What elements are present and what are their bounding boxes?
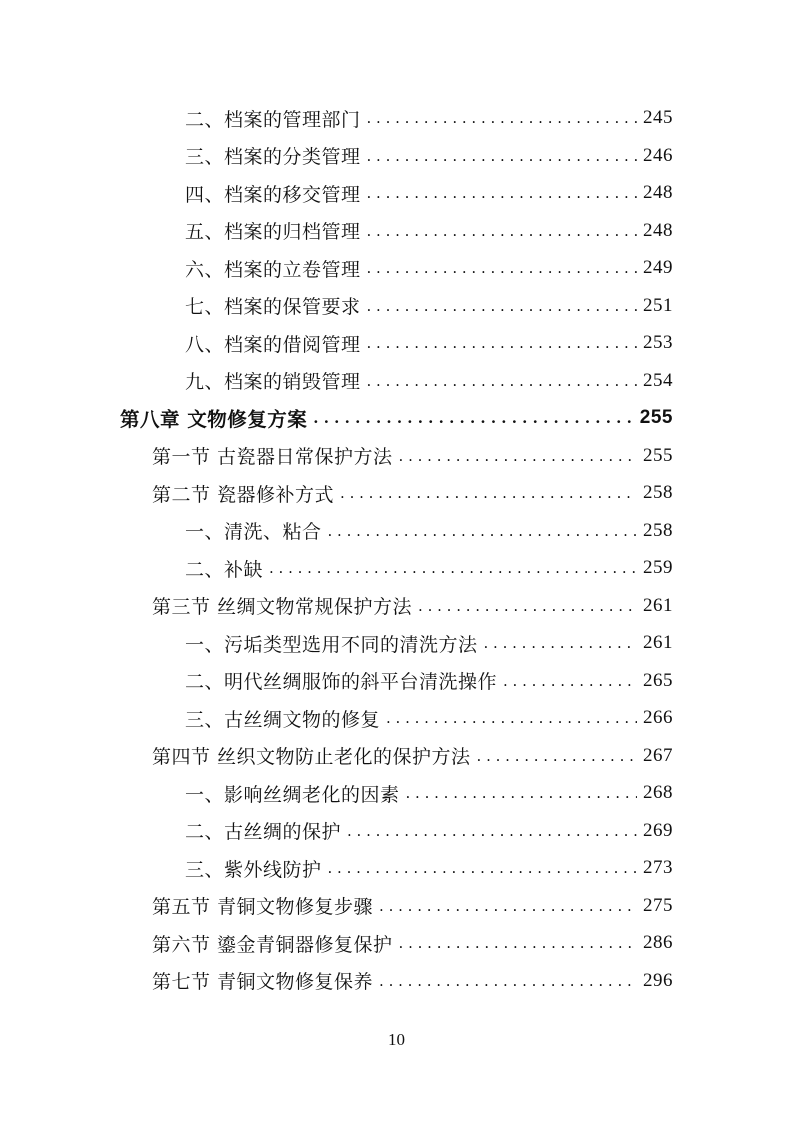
toc-entry-page: 255 [643, 444, 673, 466]
toc-section-entry[interactable] [152, 738, 673, 774]
toc-entry-page: 259 [643, 557, 673, 578]
toc-leader-dots [367, 175, 637, 211]
toc-entry-title: 八、档案的借阅管理 [185, 333, 361, 356]
toc-section-entry[interactable] [152, 963, 673, 999]
toc-entry-title: 第八章 文物修复方案 [120, 408, 308, 431]
toc-entry-page: 265 [643, 669, 673, 691]
toc-entry[interactable] [185, 625, 673, 661]
toc-leader-dots [386, 700, 637, 736]
toc-entry[interactable] [185, 325, 673, 361]
toc-leader-dots [399, 925, 637, 961]
toc-entry-title: 二、明代丝绸服饰的斜平台清洗操作 [185, 671, 498, 693]
toc-entry[interactable] [185, 213, 673, 249]
toc-entry[interactable] [185, 138, 673, 174]
toc-leader-dots [313, 400, 634, 436]
toc-entry-title: 三、档案的分类管理 [185, 146, 361, 168]
toc-entry-title: 三、紫外线防护 [185, 858, 322, 881]
toc-section-entry[interactable] [152, 475, 673, 511]
toc-entry-page: 253 [643, 332, 673, 353]
toc-entry[interactable] [185, 663, 673, 699]
toc-entry[interactable] [185, 250, 673, 286]
toc-entry-page: 266 [643, 707, 673, 728]
toc-leader-dots [328, 850, 637, 886]
toc-section-entry[interactable] [152, 438, 673, 474]
toc-section-entry[interactable] [152, 588, 673, 624]
toc-entry-title: 第四节 丝织文物防止老化的保护方法 [152, 746, 471, 768]
toc-leader-dots [418, 588, 637, 624]
toc-entry[interactable] [185, 813, 673, 849]
toc-entry-title: 二、补缺 [185, 558, 264, 581]
toc-entry-page: 258 [643, 482, 673, 503]
toc-entry-title: 第二节 瓷器修补方式 [152, 483, 335, 506]
toc-entry-page: 245 [643, 107, 673, 128]
toc-entry-title: 三、古丝绸文物的修复 [185, 708, 381, 731]
toc-entry-title: 第五节 青铜文物修复步骤 [152, 896, 374, 918]
toc-entry[interactable] [185, 550, 673, 586]
toc-entry-title: 第三节 丝绸文物常规保护方法 [152, 596, 413, 618]
toc-entry-title: 九、档案的销毁管理 [185, 371, 361, 393]
toc-leader-dots [367, 325, 637, 361]
toc-entry[interactable] [185, 100, 673, 136]
toc-entry-title: 五、档案的归档管理 [185, 221, 361, 243]
toc-leader-dots [406, 775, 637, 811]
toc-entry[interactable] [185, 288, 673, 324]
toc-entry-title: 六、档案的立卷管理 [185, 258, 361, 281]
toc-leader-dots [367, 288, 637, 324]
toc-section-entry[interactable] [152, 888, 673, 924]
toc-entry-title: 第一节 古瓷器日常保护方法 [152, 446, 393, 468]
toc-leader-dots [367, 250, 637, 286]
toc-entry-page: 248 [643, 182, 673, 203]
toc-entry-page: 275 [643, 894, 673, 916]
toc-leader-dots [340, 475, 637, 511]
toc-entry-page: 261 [643, 594, 673, 616]
toc-section-entry[interactable] [152, 925, 673, 961]
toc-entry-page: 251 [643, 294, 673, 316]
toc-entry-page: 255 [639, 407, 673, 428]
toc-entry[interactable] [185, 175, 673, 211]
toc-entry-title: 一、清洗、粘合 [185, 521, 322, 543]
toc-leader-dots [503, 663, 637, 699]
toc-leader-dots [399, 438, 637, 474]
toc-entry-page: 273 [643, 857, 673, 878]
toc-leader-dots [269, 550, 637, 586]
toc-entry-title: 二、档案的管理部门 [185, 108, 361, 131]
toc-entry-page: 254 [643, 369, 673, 391]
toc-entry-page: 246 [643, 144, 673, 166]
toc-entry-title: 四、档案的移交管理 [185, 183, 361, 206]
toc-leader-dots [484, 625, 637, 661]
toc-entry-page: 261 [643, 632, 673, 653]
toc-leader-dots [477, 738, 637, 774]
toc-leader-dots [367, 100, 637, 136]
toc-entry-title: 七、档案的保管要求 [185, 296, 361, 318]
toc-leader-dots [379, 888, 637, 924]
toc-entry-page: 258 [643, 519, 673, 541]
toc-entry-title: 一、影响丝绸老化的因素 [185, 783, 400, 806]
toc-entry[interactable] [185, 700, 673, 736]
toc-entry-page: 248 [643, 219, 673, 241]
toc-leader-dots [328, 513, 637, 549]
toc-entry-page: 268 [643, 782, 673, 803]
toc-entry-page: 296 [643, 969, 673, 991]
toc-entry-title: 第六节 鎏金青铜器修复保护 [152, 933, 393, 956]
toc-entry[interactable] [185, 850, 673, 886]
toc-entry[interactable] [185, 513, 673, 549]
toc-entry-page: 249 [643, 257, 673, 278]
toc-entry-title: 二、古丝绸的保护 [185, 821, 342, 843]
toc-leader-dots [367, 213, 637, 249]
toc-leader-dots [367, 138, 637, 174]
toc-entry-page: 267 [643, 744, 673, 766]
toc-leader-dots [367, 363, 637, 399]
toc-entry[interactable] [185, 775, 673, 811]
toc-chapter-entry[interactable] [120, 400, 673, 436]
toc-entry-title: 第七节 青铜文物修复保养 [152, 971, 374, 993]
toc-entry-title: 一、污垢类型选用不同的清洗方法 [185, 633, 478, 656]
page-number: 10 [388, 1030, 405, 1049]
toc-leader-dots [347, 813, 637, 849]
toc-entry-page: 286 [643, 932, 673, 953]
toc-entry[interactable] [185, 363, 673, 399]
toc-entry-page: 269 [643, 819, 673, 841]
toc-leader-dots [379, 963, 637, 999]
